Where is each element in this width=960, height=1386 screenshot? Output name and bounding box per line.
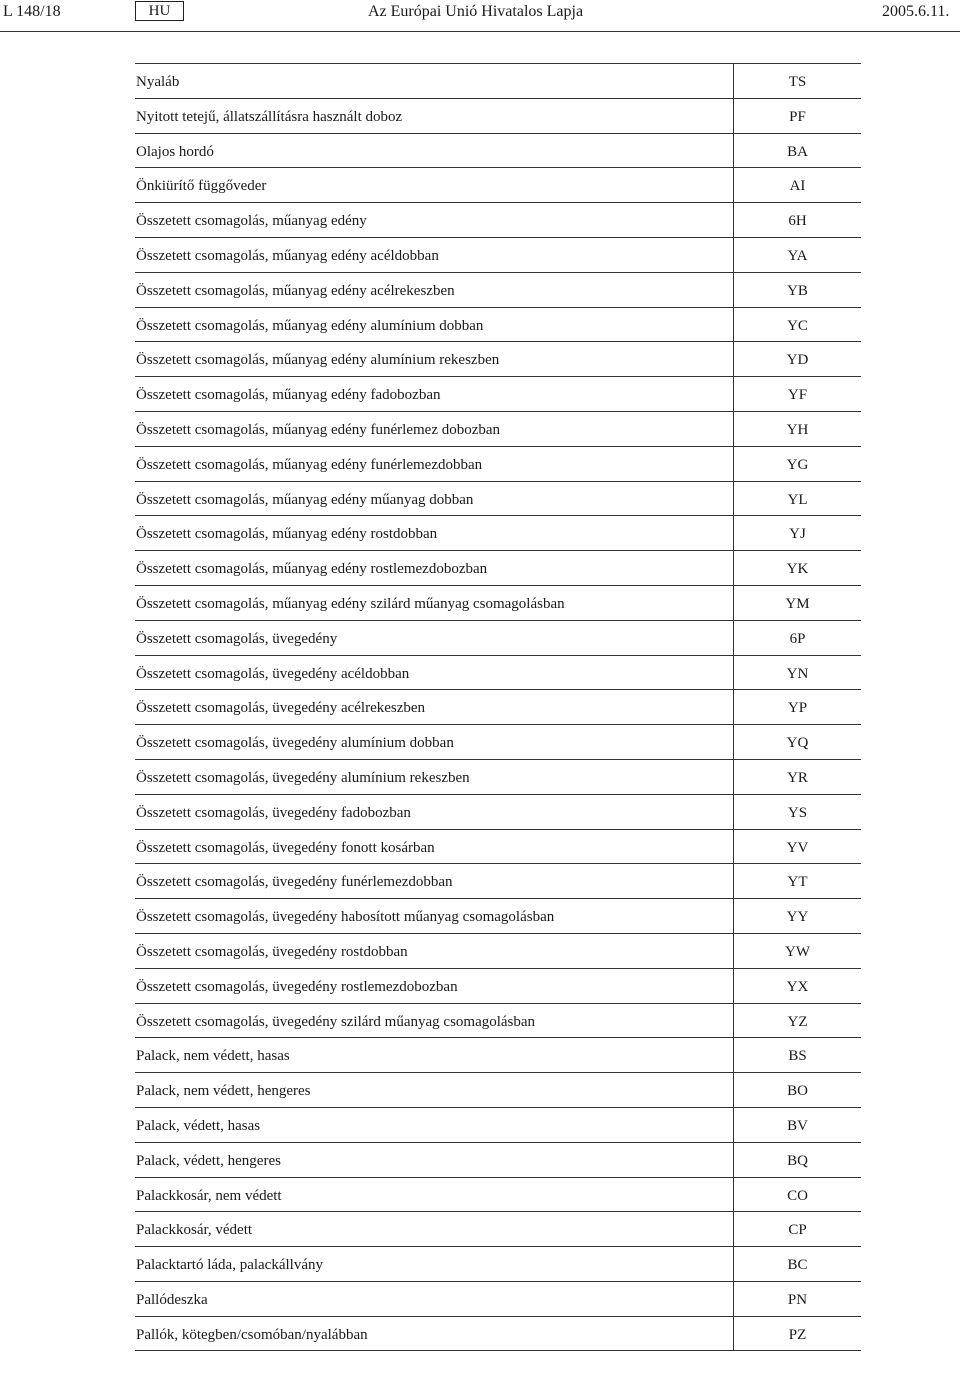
packaging-name-cell: Összetett csomagolás, műanyag edény acéldobban	[136, 247, 439, 264]
packaging-code-cell: YP	[733, 690, 861, 724]
packaging-code-cell: YH	[733, 412, 861, 446]
packaging-name-cell: Összetett csomagolás, üvegedény acélrekeszben	[136, 700, 426, 717]
packaging-name-cell: Összetett csomagolás, üvegedény rostlemezdobozban	[136, 978, 458, 995]
packaging-name-cell: Összetett csomagolás, üvegedény funérlemezdobban	[136, 874, 453, 891]
packaging-name-cell: Összetett csomagolás, műanyag edény acélrekeszben	[136, 282, 455, 299]
packaging-code-cell: YG	[733, 447, 861, 481]
packaging-code-cell: YB	[733, 273, 861, 307]
packaging-name-cell: Összetett csomagolás, műanyag edény fadobozban	[136, 387, 441, 404]
packaging-name-cell: Összetett csomagolás, műanyag edény alumínium dobban	[136, 317, 484, 334]
packaging-code-cell: BS	[733, 1038, 861, 1072]
table-row	[135, 1073, 861, 1108]
table-row	[135, 342, 861, 377]
packaging-code-cell: PN	[733, 1282, 861, 1316]
packaging-name-cell: Nyaláb	[136, 74, 180, 90]
table-row	[135, 621, 861, 656]
packaging-name-cell: Összetett csomagolás, műanyag edény alumínium rekeszben	[136, 352, 500, 369]
packaging-name-cell: Palack, védett, hasas	[136, 1117, 261, 1134]
packaging-code-cell: YA	[733, 238, 861, 272]
packaging-code-cell: BQ	[733, 1143, 861, 1177]
packaging-name-cell: Összetett csomagolás, üvegedény habosított műanyag csomagolásban	[136, 909, 555, 926]
packaging-name-cell: Összetett csomagolás, műanyag edény rostdobban	[136, 526, 438, 543]
table-row	[135, 1108, 861, 1143]
table-row	[135, 586, 861, 621]
packaging-name-cell: Nyitott tetejű, állatszállításra használt doboz	[136, 108, 403, 125]
table-row	[135, 1247, 861, 1282]
packaging-name-cell: Pallódeszka	[136, 1291, 208, 1308]
packaging-name-cell: Összetett csomagolás, műanyag edény szilárd műanyag csomagolásban	[136, 595, 565, 612]
table-row	[135, 447, 861, 482]
table-row	[135, 134, 861, 169]
packaging-code-cell: YR	[733, 760, 861, 794]
table-row	[135, 273, 861, 308]
table-row	[135, 1004, 861, 1039]
packaging-code-table	[135, 63, 861, 1351]
packaging-code-cell: YK	[733, 551, 861, 585]
packaging-code-cell: YQ	[733, 725, 861, 759]
packaging-name-cell: Összetett csomagolás, műanyag edény	[136, 213, 367, 230]
table-row	[135, 864, 861, 899]
packaging-code-cell: TS	[733, 64, 861, 98]
packaging-code-cell: YC	[733, 308, 861, 342]
packaging-code-cell: PF	[733, 99, 861, 133]
packaging-name-cell: Összetett csomagolás, üvegedény fonott kosárban	[136, 839, 435, 856]
table-row	[135, 1282, 861, 1317]
packaging-name-cell: Olajos hordó	[136, 143, 214, 160]
table-row	[135, 1212, 861, 1247]
table-row	[135, 412, 861, 447]
table-row	[135, 99, 861, 134]
table-row	[135, 899, 861, 934]
page-reference: L 148/18	[3, 3, 61, 20]
packaging-name-cell: Palackkosár, védett	[136, 1222, 253, 1239]
packaging-code-cell: AI	[733, 168, 861, 202]
table-row	[135, 760, 861, 795]
packaging-name-cell: Összetett csomagolás, műanyag edény funérlemez dobozban	[136, 421, 501, 438]
packaging-code-cell: YM	[733, 586, 861, 620]
packaging-code-cell: YF	[733, 377, 861, 411]
packaging-code-cell: YS	[733, 795, 861, 829]
packaging-code-cell: 6P	[733, 621, 861, 655]
packaging-code-cell: BO	[733, 1073, 861, 1107]
table-row	[135, 969, 861, 1004]
packaging-code-cell: YW	[733, 934, 861, 968]
packaging-name-cell: Összetett csomagolás, műanyag edény műanyag dobban	[136, 491, 474, 508]
table-row	[135, 516, 861, 551]
table-row	[135, 1038, 861, 1073]
packaging-name-cell: Palacktartó láda, palackállvány	[136, 1257, 323, 1274]
packaging-code-cell: CO	[733, 1178, 861, 1212]
packaging-code-cell: BA	[733, 134, 861, 168]
table-row	[135, 203, 861, 238]
table-row	[135, 795, 861, 830]
packaging-name-cell: Palack, védett, hengeres	[136, 1152, 281, 1169]
packaging-name-cell: Összetett csomagolás, üvegedény alumínium dobban	[136, 735, 454, 752]
packaging-name-cell: Összetett csomagolás, üvegedény fadobozban	[136, 804, 411, 821]
table-row	[135, 656, 861, 691]
packaging-name-cell: Pallók, kötegben/csomóban/nyalábban	[136, 1326, 368, 1343]
packaging-name-cell: Összetett csomagolás, műanyag edény funérlemezdobban	[136, 456, 483, 473]
table-row	[135, 238, 861, 273]
packaging-code-cell: CP	[733, 1212, 861, 1246]
packaging-code-cell: YZ	[733, 1004, 861, 1038]
table-row	[135, 64, 861, 99]
header-divider	[0, 31, 960, 32]
page-header	[0, 0, 960, 32]
packaging-name-cell: Palack, nem védett, hasas	[136, 1048, 290, 1065]
table-row	[135, 482, 861, 517]
table-row	[135, 690, 861, 725]
table-row	[135, 308, 861, 343]
language-badge: HU	[135, 1, 184, 21]
packaging-name-cell: Összetett csomagolás, üvegedény rostdobban	[136, 943, 408, 960]
table-row	[135, 1178, 861, 1213]
packaging-code-cell: PZ	[733, 1317, 861, 1351]
packaging-code-cell: YN	[733, 656, 861, 690]
packaging-code-cell: YT	[733, 864, 861, 898]
table-row	[135, 168, 861, 203]
table-row	[135, 1143, 861, 1178]
publication-date: 2005.6.11.	[882, 3, 950, 20]
packaging-code-cell: YL	[733, 482, 861, 516]
table-row	[135, 830, 861, 865]
packaging-name-cell: Összetett csomagolás, üvegedény alumínium rekeszben	[136, 769, 470, 786]
packaging-code-cell: YV	[733, 830, 861, 864]
packaging-name-cell: Összetett csomagolás, üvegedény acéldobban	[136, 665, 410, 682]
table-row	[135, 1317, 861, 1352]
packaging-code-cell: YX	[733, 969, 861, 1003]
packaging-code-cell: YJ	[733, 516, 861, 550]
packaging-name-cell: Összetett csomagolás, üvegedény szilárd műanyag csomagolásban	[136, 1013, 536, 1030]
packaging-code-cell: BV	[733, 1108, 861, 1142]
table-row	[135, 377, 861, 412]
packaging-code-cell: BC	[733, 1247, 861, 1281]
table-row	[135, 934, 861, 969]
journal-title: Az Európai Unió Hivatalos Lapja	[368, 3, 584, 20]
table-row	[135, 551, 861, 586]
packaging-name-cell: Összetett csomagolás, műanyag edény rostlemezdobozban	[136, 561, 488, 578]
packaging-code-cell: YY	[733, 899, 861, 933]
packaging-name-cell: Összetett csomagolás, üvegedény	[136, 630, 338, 647]
packaging-name-cell: Önkiürítő függőveder	[136, 178, 267, 195]
packaging-code-cell: 6H	[733, 203, 861, 237]
packaging-name-cell: Palack, nem védett, hengeres	[136, 1083, 311, 1100]
packaging-code-cell: YD	[733, 342, 861, 376]
table-row	[135, 725, 861, 760]
packaging-name-cell: Palackkosár, nem védett	[136, 1187, 282, 1204]
